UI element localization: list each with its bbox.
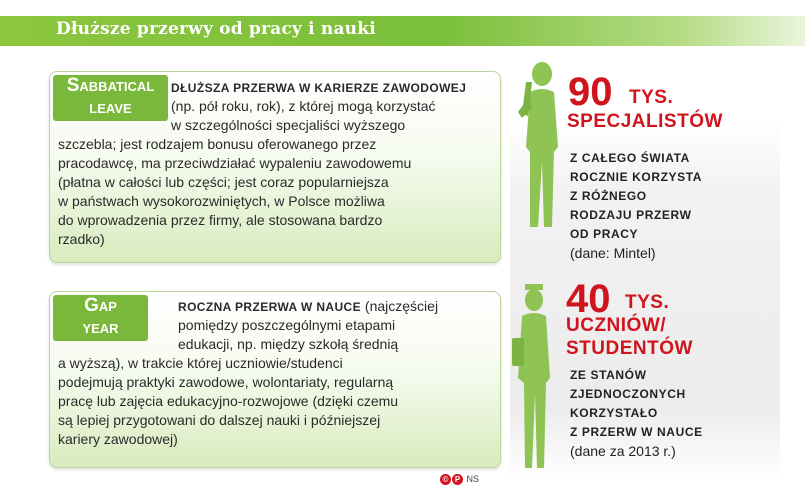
stat1-caption: RODZAJU PRZERW bbox=[570, 208, 692, 222]
stat1-unit2: SPECJALISTÓW bbox=[567, 111, 723, 132]
sabbatical-line: w państwach wysokorozwiniętych, w Polsce możliwa bbox=[58, 193, 385, 209]
gap-year-line: są lepiej przygotowani do dalszej nauki i późniejszej bbox=[58, 412, 381, 428]
gap-year-line: pracę lub zajęcia edukacyjno-rozwojowe (dzięki czemu bbox=[58, 393, 399, 409]
gap-year-first-rest: (najczęściej bbox=[361, 298, 439, 314]
stat1-caption: Z CAŁEGO ŚWIATA bbox=[570, 151, 690, 165]
stat2-number: 40 bbox=[566, 277, 611, 321]
stat1-caption: ROCZNIE KORZYSTA bbox=[570, 170, 703, 184]
gap-year-card bbox=[49, 291, 501, 468]
gap-year-line: pomiędzy poszczególnymi etapami bbox=[178, 317, 396, 333]
stat1-caption: Z RÓŻNEGO bbox=[570, 189, 647, 203]
stat2-caption: Z PRZERW W NAUCE bbox=[570, 425, 703, 439]
credit-line bbox=[440, 474, 479, 485]
stat2-source: (dane za 2013 r.) bbox=[570, 443, 676, 459]
stat2-unit3: STUDENTÓW bbox=[566, 338, 693, 359]
page-title: Dłuższe przerwy od pracy i nauki bbox=[56, 19, 376, 39]
stat2-caption: KORZYSTAŁO bbox=[570, 406, 658, 420]
stat1-caption: OD PRACY bbox=[570, 227, 639, 241]
copyright-logo-icon: © bbox=[440, 474, 451, 485]
sabbatical-line: szczebla; jest rodzajem bonusu oferowanego przez bbox=[58, 136, 377, 152]
sabbatical-line: (np. pół roku, rok), z której mogą korzystać bbox=[171, 98, 436, 114]
stat1-source: (dane: Mintel) bbox=[570, 245, 656, 261]
sabbatical-tag-line1: Sabbatical bbox=[66, 75, 155, 96]
gap-year-line: a wyższą), w trakcie której uczniowie/studenci bbox=[58, 355, 343, 371]
student-figure-icon bbox=[508, 278, 558, 478]
stat2-caption: ZE STANÓW bbox=[570, 368, 647, 382]
gap-year-line: edukacji, np. między szkołą średnią bbox=[178, 336, 399, 352]
gap-year-tag-line2: year bbox=[82, 317, 119, 338]
sabbatical-term: DŁUŻSZA PRZERWA W KARIERZE ZAWODOWEJ bbox=[171, 81, 467, 95]
stat2-caption: ZJEDNOCZONYCH bbox=[570, 387, 686, 401]
publisher-logo-icon: P bbox=[452, 474, 463, 485]
stat1-unit1: TYS. bbox=[629, 87, 674, 108]
gap-year-line: kariery zawodowej) bbox=[58, 431, 178, 447]
specialist-figure-icon bbox=[508, 52, 568, 232]
gap-year-tag bbox=[53, 295, 148, 341]
gap-year-line: podejmują praktyki zawodowe, wolontariaty, regularną bbox=[58, 374, 394, 390]
stat2-unit1: TYS. bbox=[625, 292, 670, 313]
author-initials: NS bbox=[466, 474, 480, 484]
gap-year-term: ROCZNA PRZERWA W NAUCE bbox=[178, 300, 362, 314]
sabbatical-line: (płatna w całości lub części; jest coraz popularniejsza bbox=[58, 174, 389, 190]
stat1-number: 90 bbox=[568, 70, 613, 114]
sabbatical-line: w szczególności specjaliści wyższego bbox=[171, 117, 406, 133]
sabbatical-card bbox=[49, 71, 501, 263]
sabbatical-line: pracodawcę, ma przeciwdziałać wypaleniu zawodowemu bbox=[58, 155, 412, 171]
title-bar bbox=[0, 16, 805, 46]
sabbatical-tag bbox=[53, 75, 168, 121]
stat2-unit2: UCZNIÓW/ bbox=[566, 315, 667, 336]
sabbatical-line: do wprowadzenia przez firmy, ale stosowana bardzo bbox=[58, 212, 383, 228]
gap-year-first-line bbox=[178, 297, 438, 317]
sabbatical-line: rzadko) bbox=[58, 231, 105, 247]
gap-year-tag-line1: Gap bbox=[84, 295, 117, 316]
sabbatical-tag-line2: leave bbox=[89, 97, 132, 118]
